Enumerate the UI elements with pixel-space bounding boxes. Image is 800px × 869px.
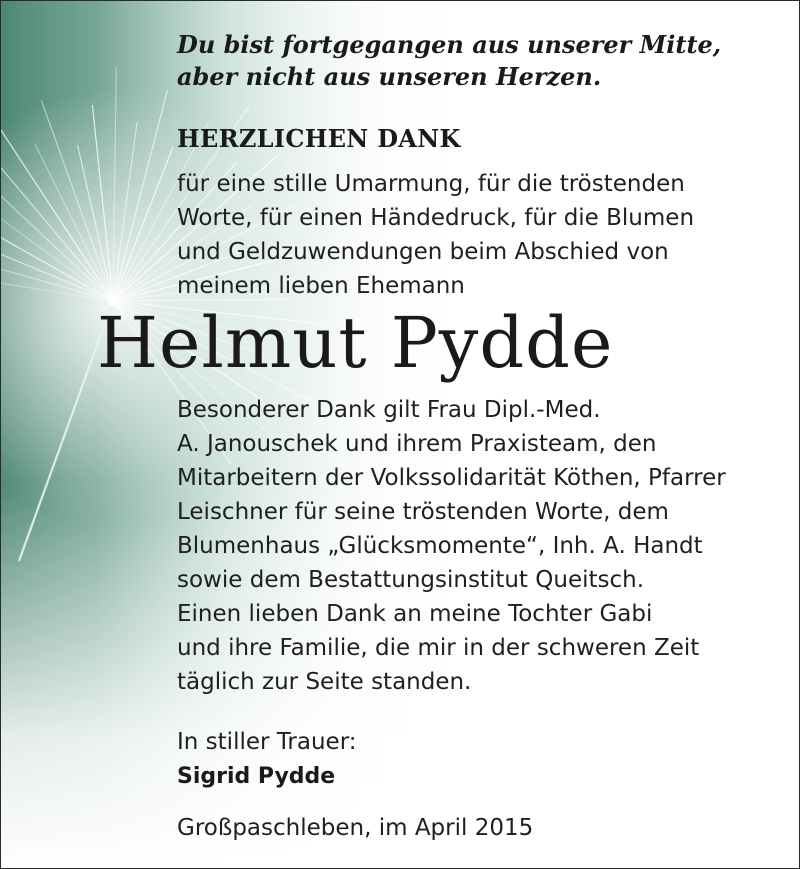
special-thanks-line: Blumenhaus „Glücksmomente“, Inh. A. Handt: [177, 533, 703, 559]
special-thanks-paragraph: [177, 393, 726, 597]
family-thanks-paragraph: [177, 597, 699, 699]
special-thanks-line: A. Janouschek und ihrem Praxisteam, den: [177, 431, 657, 457]
intro-line: meinem lieben Ehemann: [177, 273, 465, 299]
deceased-name: Helmut Pydde: [97, 302, 614, 384]
intro-line: und Geldzuwendungen beim Abschied von: [177, 239, 669, 265]
family-thanks-line: und ihre Familie, die mir in der schweren Zeit: [177, 635, 700, 661]
signer-name: Sigrid Pydde: [177, 764, 336, 789]
thanks-heading: HERZLICHEN DANK: [177, 124, 461, 153]
motto-line-2: aber nicht aus unseren Herzen.: [177, 62, 602, 91]
place-and-date: [177, 811, 533, 845]
motto-line-1: Du bist fortgegangen aus unserer Mitte,: [177, 30, 722, 59]
intro-paragraph: [177, 167, 694, 303]
motto-quote: [177, 29, 721, 93]
intro-line: Worte, für einen Händedruck, für die Blumen: [177, 205, 695, 231]
special-thanks-line: sowie dem Bestattungsinstitut Queitsch.: [177, 567, 645, 593]
special-thanks-line: Besonderer Dank gilt Frau Dipl.-Med.: [177, 397, 601, 423]
family-thanks-line: täglich zur Seite standen.: [177, 669, 472, 695]
intro-line: für eine stille Umarmung, für die tröstenden: [177, 171, 685, 197]
special-thanks-line: Leischner für seine tröstenden Worte, dem: [177, 499, 669, 525]
family-thanks-line: Einen lieben Dank an meine Tochter Gabi: [177, 601, 653, 627]
mourning-label-text: In stiller Trauer:: [177, 729, 357, 755]
special-thanks-line: Mitarbeitern der Volkssolidarität Köthen, Pfarrer: [177, 465, 726, 491]
place-date-text: Großpaschleben, im April 2015: [177, 815, 534, 841]
mourning-label: [177, 725, 357, 759]
